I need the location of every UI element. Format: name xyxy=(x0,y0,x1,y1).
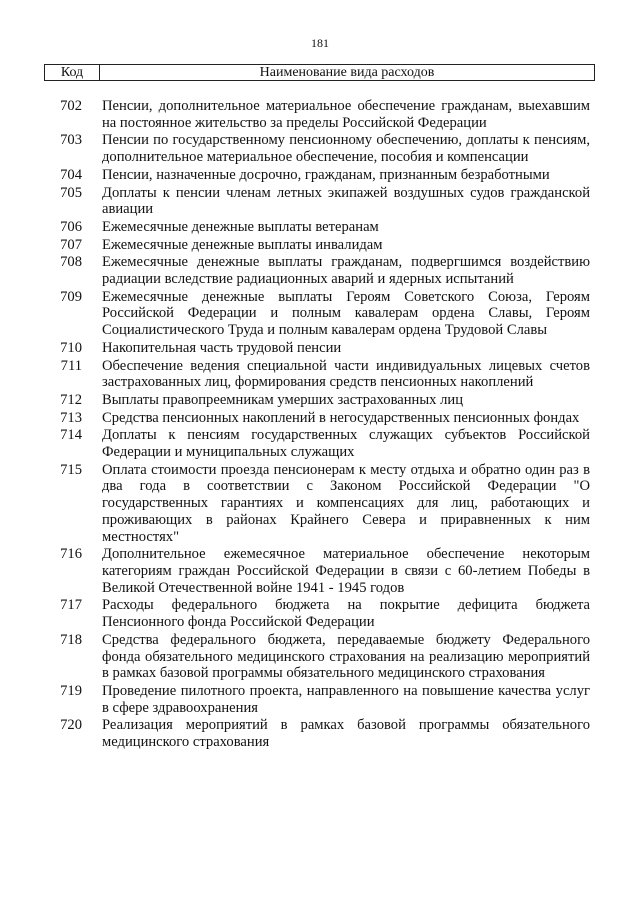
table-row xyxy=(0,683,640,716)
column-header-name: Наименование вида расходов xyxy=(259,65,435,80)
table-row xyxy=(0,340,640,357)
row-text: Ежемесячные денежные выплаты Героям Советского Союза, Героям Российской Федерации и полным кавалерам ордена Славы, Героям Социалистического Труда и полным кавалерам ордена Трудовой Славы xyxy=(102,288,590,339)
row-text: Ежемесячные денежные выплаты ветеранам xyxy=(102,218,379,235)
row-text: Реализация мероприятий в рамках базовой программы обязательного медицинского страхования xyxy=(102,717,590,751)
table-row xyxy=(0,132,640,165)
row-code: 709 xyxy=(60,288,82,305)
table-row xyxy=(0,358,640,391)
table-row xyxy=(0,237,640,254)
row-text: Доплаты к пенсиям государственных служащих субъектов Российской Федерации и муниципальных служащих xyxy=(102,427,590,461)
row-code: 704 xyxy=(60,166,82,183)
row-text: Доплаты к пенсии членам летных экипажей воздушных судов гражданской авиации xyxy=(102,184,590,218)
table-row xyxy=(0,219,640,236)
table-row xyxy=(0,717,640,750)
row-code: 708 xyxy=(60,254,82,271)
row-text: Дополнительное ежемесячное материальное обеспечение некоторым категориям граждан Российской Федерации в связи с 60-летием Победы в Великой Отечественной войне 1941 - 1945 годов xyxy=(102,546,590,596)
row-text: Пенсии, дополнительное материальное обеспечение гражданам, выехавшим на постоянное жительство за пределы Российской Федерации xyxy=(102,98,590,131)
row-code: 707 xyxy=(60,236,82,253)
table-row xyxy=(0,410,640,427)
table-row xyxy=(0,427,640,460)
table-row xyxy=(0,392,640,409)
row-code: 706 xyxy=(60,218,82,235)
table-row xyxy=(0,167,640,184)
row-code: 702 xyxy=(60,98,82,114)
row-text: Обеспечение ведения специальной части индивидуальных лицевых счетов застрахованных лиц, формирования средств пенсионных накоплений xyxy=(102,357,590,391)
row-code: 716 xyxy=(60,546,82,563)
table-row xyxy=(0,185,640,218)
row-text: Пенсии, назначенные досрочно, гражданам, признанным безработными xyxy=(102,166,550,183)
row-text: Проведение пилотного проекта, направленного на повышение качества услуг в сфере здравоохранения xyxy=(102,682,590,716)
row-code: 712 xyxy=(60,391,82,408)
row-code: 705 xyxy=(60,184,82,201)
row-text: Пенсии по государственному пенсионному обеспечению, доплаты к пенсиям, дополнительное материальное обеспечение, пособия и компенсации xyxy=(102,132,590,166)
expense-type-list xyxy=(0,98,640,752)
table-row xyxy=(0,98,640,131)
row-code: 714 xyxy=(60,427,82,444)
row-text: Средства пенсионных накоплений в негосударственных пенсионных фондах xyxy=(102,409,580,426)
column-header-code: Код xyxy=(45,65,100,80)
table-row xyxy=(0,462,640,546)
row-text: Ежемесячные денежные выплаты инвалидам xyxy=(102,236,383,253)
table-header xyxy=(44,64,595,81)
row-text: Оплата стоимости проезда пенсионерам к месту отдыха и обратно один раз в два года в соответствии с Законом Российской Федерации "О государственных гарантиях и компенсациях для лиц, работающих и проживающих в районах Крайнего Севера и приравненных к ним местностях" xyxy=(102,461,590,545)
row-code: 711 xyxy=(60,357,82,374)
table-row xyxy=(0,254,640,287)
row-text: Ежемесячные денежные выплаты гражданам, подвергшимся воздействию радиации вследствие радиационных аварий и ядерных испытаний xyxy=(102,254,590,288)
table-row xyxy=(0,546,640,596)
row-code: 718 xyxy=(60,631,82,648)
page-number: 181 xyxy=(311,36,329,50)
table-row xyxy=(0,289,640,339)
row-code: 717 xyxy=(60,597,82,614)
row-text: Расходы федерального бюджета на покрытие дефицита бюджета Пенсионного фонда Российской Федерации xyxy=(102,597,590,631)
row-code: 703 xyxy=(60,132,82,149)
row-code: 720 xyxy=(60,717,82,734)
table-row xyxy=(0,597,640,630)
row-text: Накопительная часть трудовой пенсии xyxy=(102,339,342,356)
table-row xyxy=(0,632,640,682)
row-code: 713 xyxy=(60,409,82,426)
row-text: Выплаты правопреемникам умерших застрахованных лиц xyxy=(102,391,464,408)
row-code: 719 xyxy=(60,682,82,699)
row-code: 715 xyxy=(60,461,82,478)
row-code: 710 xyxy=(60,339,82,356)
row-text: Средства федерального бюджета, передаваемые бюджету Федерального фонда обязательного медицинского страхования на реализацию мероприятий в рамках базовой программы обязательного медицинского страхования xyxy=(102,631,590,682)
